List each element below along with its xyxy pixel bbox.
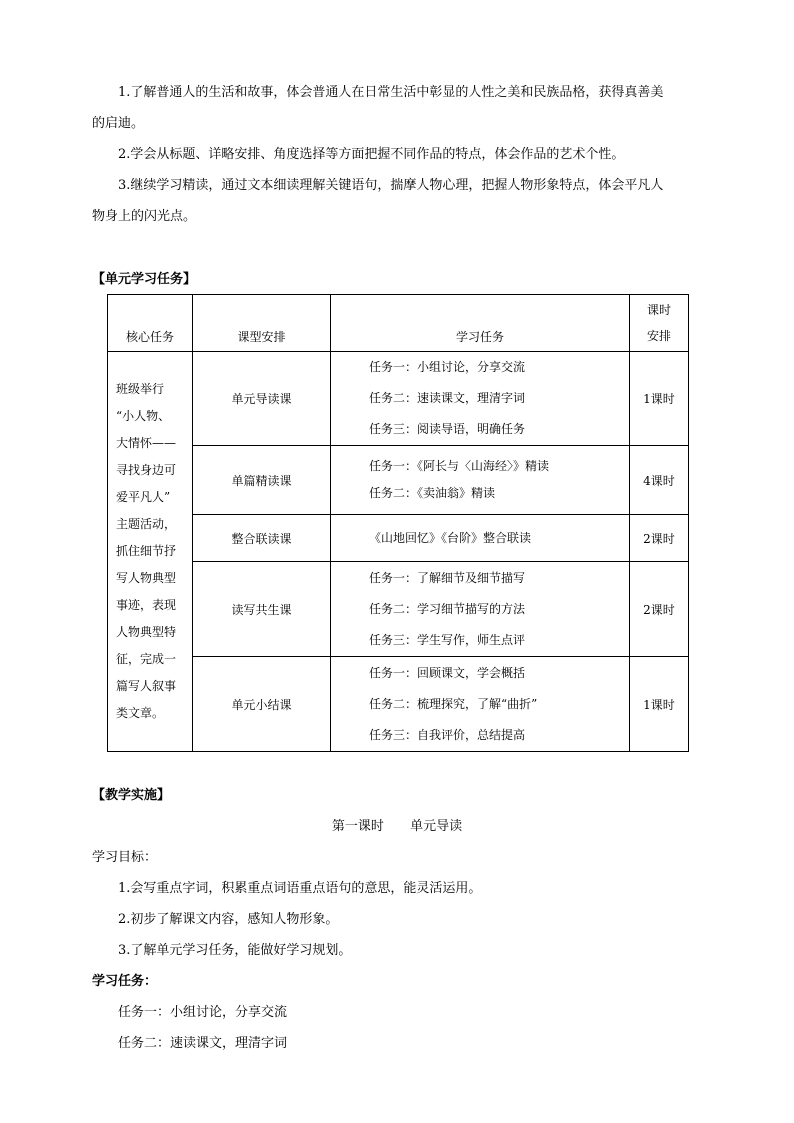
core-task-line: 主题活动， xyxy=(116,517,177,531)
task-line: 任务三：阅读导语，明确任务 xyxy=(369,422,526,436)
learning-task-cell xyxy=(331,515,630,562)
task-line: 《山地回忆》《台阶》整合联读 xyxy=(369,530,532,545)
task-line: 任务二：速读课文，理清字词 xyxy=(369,391,526,405)
lesson-type-cell: 单元小结课 xyxy=(193,657,331,752)
unit-task-heading: 【单元学习任务】 xyxy=(92,272,197,287)
task-line: 任务一：回顾课文，学会概括 xyxy=(369,665,526,680)
header-lesson-type: 课型安排 xyxy=(193,295,331,352)
table-row xyxy=(108,352,689,446)
lesson-name: 单元导读 xyxy=(410,819,463,834)
core-task-line: “小人物、 xyxy=(116,409,171,423)
task-line: 任务三：学生写作，师生点评 xyxy=(369,632,526,647)
objective-3-continued: 物身上的闪光点。 xyxy=(92,209,197,224)
table-row xyxy=(108,446,689,515)
task-item: 任务二：速读课文，理清字词 xyxy=(118,1036,288,1051)
task-line: 任务一：了解细节及细节描写 xyxy=(369,570,526,585)
core-task-line: 爱平凡人” xyxy=(116,490,171,504)
lesson-title xyxy=(0,811,794,842)
header-hours-line1: 课时 xyxy=(646,303,671,317)
hours-cell: 4课时 xyxy=(630,446,689,515)
task-line: 任务三：自我评价，总结提高 xyxy=(369,727,526,742)
table-row xyxy=(108,515,689,562)
task-line: 任务一：《阿长与〈山海经〉》精读 xyxy=(369,459,550,473)
table-header-row xyxy=(108,295,689,352)
hours-cell: 2课时 xyxy=(630,515,689,562)
core-task-line: 类文章。 xyxy=(116,706,165,720)
objective-3: 3.继续学习精读，通过文本细读理解关键语句，揣摩人物心理，把握人物形象特点，体会平凡人 xyxy=(118,178,664,193)
goal-item: 2.初步了解课文内容，感知人物形象。 xyxy=(118,912,339,927)
task-item: 任务一：小组讨论，分享交流 xyxy=(118,1005,288,1020)
task-line: 任务一：小组讨论，分享交流 xyxy=(369,360,526,374)
core-task-line: 班级举行 xyxy=(116,382,165,396)
core-task-line: 抓住细节抒 xyxy=(116,544,177,558)
core-task-line: 事迹，表现 xyxy=(116,598,177,612)
table-row xyxy=(108,562,689,657)
lesson-type-cell: 读写共生课 xyxy=(193,562,331,657)
objective-2: 2.学会从标题、详略安排、角度选择等方面把握不同作品的特点，体会作品的艺术个性。 xyxy=(118,147,625,162)
core-task-line: 篇写人叙事 xyxy=(116,679,177,693)
goal-item: 3.了解单元学习任务，能做好学习规划。 xyxy=(118,943,352,958)
learning-task-cell xyxy=(331,352,630,446)
core-task-line: 写人物典型 xyxy=(116,571,177,585)
implementation-heading: 【教学实施】 xyxy=(92,788,171,803)
objective-1-continued: 的启迪。 xyxy=(92,116,145,131)
learning-task-cell xyxy=(331,562,630,657)
objective-1: 1.了解普通人的生活和故事，体会普通人在日常生活中彰显的人性之美和民族品格，获得真善美 xyxy=(118,85,664,100)
table-row xyxy=(108,657,689,752)
header-hours-line2: 安排 xyxy=(646,329,671,343)
goals-label: 学习目标： xyxy=(92,850,158,865)
task-line: 任务二：《卖油翁》精读 xyxy=(369,486,496,500)
task-line: 任务二：梳理探究，了解“曲折” xyxy=(369,696,538,711)
lesson-type-cell: 整合联读课 xyxy=(193,515,331,562)
hours-cell: 2课时 xyxy=(630,562,689,657)
tasks-label: 学习任务： xyxy=(92,974,158,989)
goal-item: 1.会写重点字词，积累重点词语重点语句的意思，能灵活运用。 xyxy=(118,881,482,896)
core-task-cell xyxy=(108,352,193,752)
hours-cell: 1课时 xyxy=(630,352,689,446)
core-task-line: 寻找身边可 xyxy=(116,463,177,477)
core-task-line: 大情怀—— xyxy=(116,436,177,450)
lesson-number: 第一课时 xyxy=(331,819,384,834)
lesson-type-cell: 单元导读课 xyxy=(193,352,331,446)
learning-task-cell xyxy=(331,446,630,515)
header-learning-task: 学习任务 xyxy=(331,295,630,352)
learning-task-cell xyxy=(331,657,630,752)
hours-cell: 1课时 xyxy=(630,657,689,752)
unit-task-table xyxy=(107,294,689,752)
core-task-line: 征，完成一 xyxy=(116,652,177,666)
core-task-line: 人物典型特 xyxy=(116,625,177,639)
lesson-type-cell: 单篇精读课 xyxy=(193,446,331,515)
header-core-task: 核心任务 xyxy=(108,295,193,352)
task-line: 任务二：学习细节描写的方法 xyxy=(369,601,526,616)
header-hours xyxy=(630,295,689,352)
